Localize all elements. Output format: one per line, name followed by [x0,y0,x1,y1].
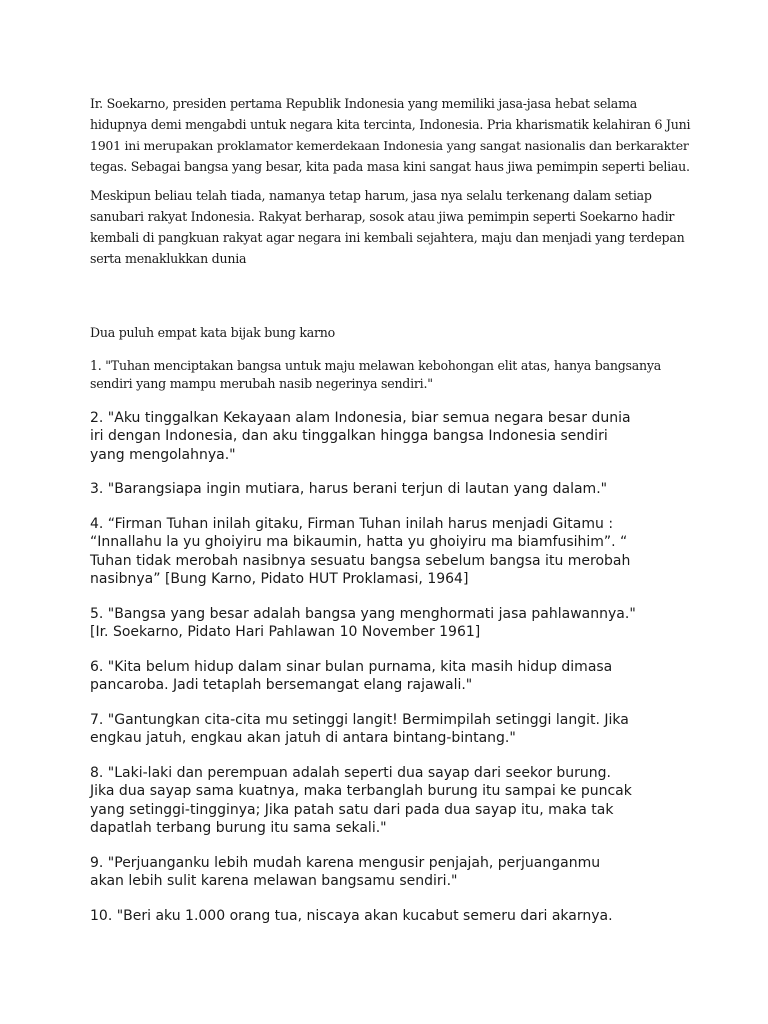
text-line: 10. "Beri aku 1.000 orang tua, niscaya akan kucabut semeru dari akarnya. [90,907,613,924]
text-line: 1. "Tuhan menciptakan bangsa untuk maju melawan kebohongan elit atas, hanya bangsanya [90,358,661,373]
intro-paragraph-2 [90,185,690,269]
text-line: yang mengolahnya." [90,446,236,463]
section-heading: Dua puluh empat kata bijak bung karno [90,325,335,340]
text-line: [Ir. Soekarno, Pidato Hari Pahlawan 10 November 1961] [90,624,481,641]
text-line: 9. "Perjuanganku lebih mudah karena mengusir penjajah, perjuanganmu [90,854,601,871]
quote-3 [90,480,690,498]
text-line: nasibnya” [Bung Karno, Pidato HUT Proklamasi, 1964] [90,571,469,588]
quote-7 [90,711,690,748]
text-line: 8. "Laki-laki dan perempuan adalah seperti dua sayap dari seekor burung. [90,765,611,782]
text-line: tegas. Sebagai bangsa yang besar, kita pada masa kini sangat haus jiwa pemimpin seperti beliau. [90,159,690,174]
text-line: 2. "Aku tinggalkan Kekayaan alam Indonesia, biar semua negara besar dunia [90,410,631,426]
text-line: Meskipun beliau telah tiada, namanya tetap harum, jasa nya selalu terkenang dalam setiap [90,188,652,203]
text-line: sendiri yang mampu merubah nasib negerinya sendiri." [90,376,433,391]
text-line: sanubari rakyat Indonesia. Rakyat berharap, sosok atau jiwa pemimpin seperti Soekarno hadir [90,209,675,224]
text-line: 1901 ini merupakan proklamator kemerdekaan Indonesia yang sangat nasionalis dan berkarakter [90,138,689,153]
text-line: hidupnya demi mengabdi untuk negara kita tercinta, Indonesia. Pria kharismatik kelahiran 6 Juni [90,117,691,132]
text-line: dapatlah terbang burung itu sama sekali." [90,820,387,837]
text-line: iri dengan Indonesia, dan aku tinggalkan hingga bangsa Indonesia sendiri [90,428,608,445]
text-line: 3. "Barangsiapa ingin mutiara, harus berani terjun di lautan yang dalam." [90,481,608,498]
text-line: 4. “Firman Tuhan inilah gitaku, Firman Tuhan inilah harus menjadi Gitamu : [90,516,614,533]
text-line: 6. "Kita belum hidup dalam sinar bulan purnama, kita masih hidup dimasa [90,658,613,675]
quote-2 [90,409,690,464]
quote-4 [90,515,690,588]
intro-paragraph-1 [90,93,690,177]
text-line: 7. "Gantungkan cita-cita mu setinggi langit! Bermimpilah setinggi langit. Jika [90,712,629,729]
text-line: Ir. Soekarno, presiden pertama Republik Indonesia yang memiliki jasa-jasa hebat selama [90,96,638,111]
document-page [90,93,690,925]
quote-8 [90,764,690,837]
text-line: 5. "Bangsa yang besar adalah bangsa yang menghormati jasa pahlawannya." [90,605,636,622]
quote-9 [90,854,690,891]
text-line: akan lebih sulit karena melawan bangsamu sendiri." [90,873,458,890]
text-line: Tuhan tidak merobah nasibnya sesuatu bangsa sebelum bangsa itu merobah [90,552,631,569]
text-line: engkau jatuh, engkau akan jatuh di antara bintang-bintang." [90,730,516,747]
quote-5 [90,605,690,642]
text-line: “Innallahu la yu ghoiyiru ma bikaumin, hatta yu ghoiyiru ma biamfusihim”. “ [90,534,628,551]
quote-6 [90,658,690,695]
quote-1 [90,357,690,393]
text-line: yang setinggi-tingginya; Jika patah satu dari pada dua sayap itu, maka tak [90,801,614,818]
text-line: serta menaklukkan dunia [90,251,247,266]
text-line: pancaroba. Jadi tetaplah bersemangat elang rajawali." [90,677,473,694]
text-line: kembali di pangkuan rakyat agar negara ini kembali sejahtera, maju dan menjadi yang terdepan [90,230,685,245]
text-line: Jika dua sayap sama kuatnya, maka terbanglah burung itu sampai ke puncak [90,783,632,800]
quote-10 [90,907,690,925]
